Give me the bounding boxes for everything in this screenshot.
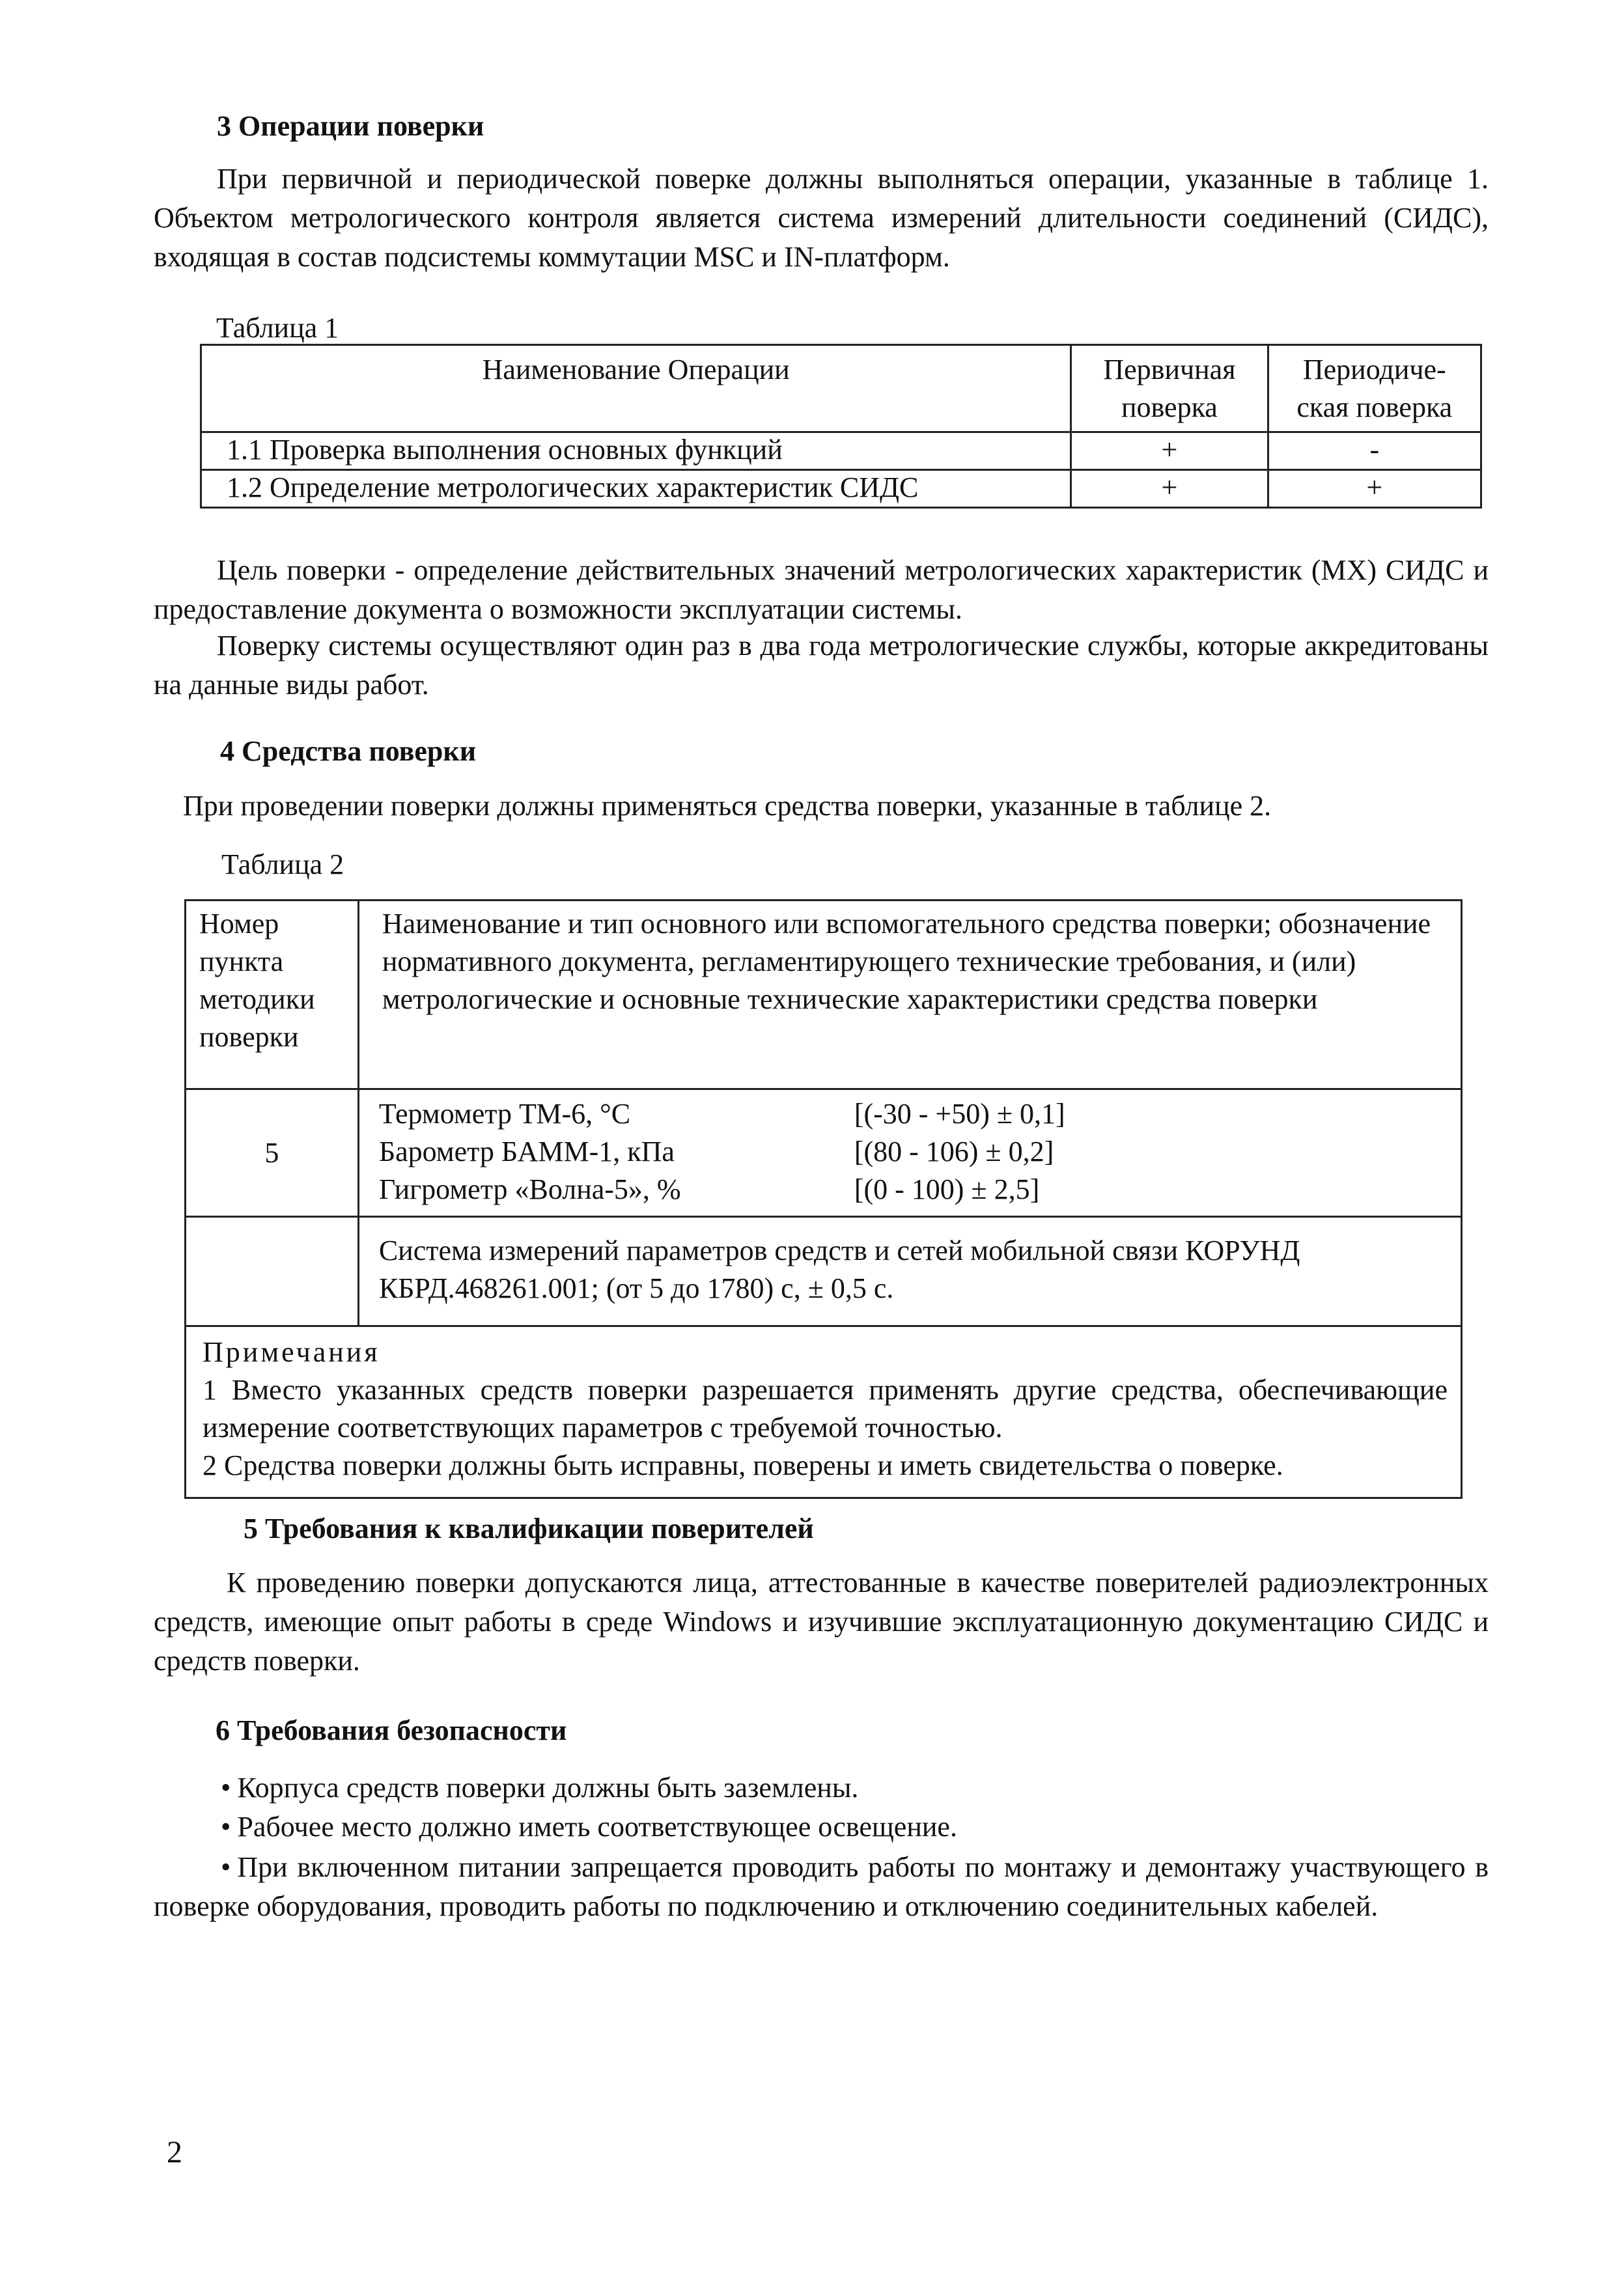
safety-bullet-3: • При включенном питании запрещается проводить работы по монтажу и демонтажу участвующего в поверке оборудования, проводить работы по подключению и отключению соединительных кабелей.: [154, 1848, 1489, 1926]
instrument-range: [(0 - 100) ± 2,5]: [854, 1173, 1040, 1205]
note-1: 1 Вместо указанных средств поверки разрешается применять другие средства, обеспечивающие измерение соответствующих параметров с требуемой точностью.: [203, 1374, 1448, 1444]
table-row: [186, 1217, 1462, 1326]
instrument-name: Барометр БАММ-1, кПа: [378, 1136, 675, 1167]
section3-paragraph2: Цель поверки - определение действительных значений метрологических характеристик (МХ) СИДС и предоставление документа о возможности эксплуатации системы.: [154, 554, 1489, 625]
notes-title: Примечания: [203, 1336, 380, 1368]
section3-heading: 3 Операции поверки: [217, 110, 484, 142]
table1-row2-primary: +: [1071, 470, 1268, 508]
safety-bullet-2: • Рабочее место должно иметь соответствующее освещение.: [221, 1810, 957, 1843]
instrument-name: Термометр ТМ-6, °С: [378, 1098, 631, 1130]
table-row: [186, 1089, 1462, 1217]
note-2: 2 Средства поверки должны быть исправны, поверены и иметь свидетельства о поверке.: [203, 1449, 1283, 1481]
table1-row2-periodic: +: [1268, 470, 1481, 508]
table2-row1-number: 5: [186, 1089, 359, 1217]
table1-row1-name: 1.1 Проверка выполнения основных функций: [201, 432, 1071, 470]
instrument-row: [379, 1095, 1461, 1133]
table-row: [201, 470, 1481, 508]
table2-header-description: Наименование и тип основного или вспомогательного средства поверки; обозначение нормативного документа, регламентирующего технические требования, и (или) метрологические и основные технические характеристики средства поверки: [358, 901, 1461, 1089]
table2-row2-number: [186, 1217, 359, 1326]
instrument-row: [379, 1133, 1461, 1171]
table1-row1-periodic: -: [1268, 432, 1481, 470]
table2-notes: [186, 1326, 1462, 1498]
safety-bullet-1: • Корпуса средств поверки должны быть заземлены.: [221, 1771, 858, 1804]
table2-instruments: [358, 1089, 1461, 1217]
table2-header-number: Номер пункта методики поверки: [186, 901, 359, 1089]
table2-row2-text: Система измерений параметров средств и сетей мобильной связи КОРУНД КБРД.468261.001; (от 5 до 1780) с, ± 0,5 с.: [358, 1217, 1461, 1326]
section6-heading: 6 Требования безопасности: [216, 1714, 567, 1746]
table1: [200, 344, 1482, 509]
section4-heading: 4 Средства поверки: [220, 735, 477, 767]
instrument-range: [(-30 - +50) ± 0,1]: [854, 1098, 1065, 1130]
table2-caption: Таблица 2: [221, 848, 344, 880]
page-number: 2: [167, 2135, 182, 2170]
section5-heading: 5 Требования к квалификации поверителей: [244, 1513, 814, 1544]
table1-header-periodic: Периодиче-ская поверка: [1268, 345, 1481, 432]
table-row: [201, 432, 1481, 470]
instrument-row: [379, 1171, 1461, 1208]
section3-paragraph1: При первичной и периодической поверке должны выполняться операции, указанные в таблице 1. Объектом метрологического контроля является система измерений длительности соединений (СИДС), входящая в состав подсистемы коммутации MSC и IN-платформ.: [154, 163, 1489, 273]
table1-header-primary: Первичная поверка: [1071, 345, 1268, 432]
table1-caption: Таблица 1: [216, 312, 339, 344]
table2: [184, 899, 1463, 1499]
table1-row1-primary: +: [1071, 432, 1268, 470]
instrument-range: [(80 - 106) ± 0,2]: [854, 1136, 1054, 1167]
section5-paragraph: К проведению поверки допускаются лица, аттестованные в качестве поверителей радиоэлектронных средств, имеющие опыт работы в среде Windows и изучившие эксплуатационную документацию СИДС и средств поверки.: [154, 1567, 1489, 1677]
section3-paragraph3: Поверку системы осуществляют один раз в два года метрологические службы, которые аккредитованы на данные виды работ.: [154, 630, 1489, 701]
section4-paragraph: При проведении поверки должны применяться средства поверки, указанные в таблице 2.: [183, 790, 1272, 822]
instrument-name: Гигрометр «Волна-5», %: [378, 1173, 681, 1205]
table1-row2-name: 1.2 Определение метрологических характеристик СИДС: [201, 470, 1071, 508]
table1-header-name: Наименование Операции: [201, 345, 1071, 432]
